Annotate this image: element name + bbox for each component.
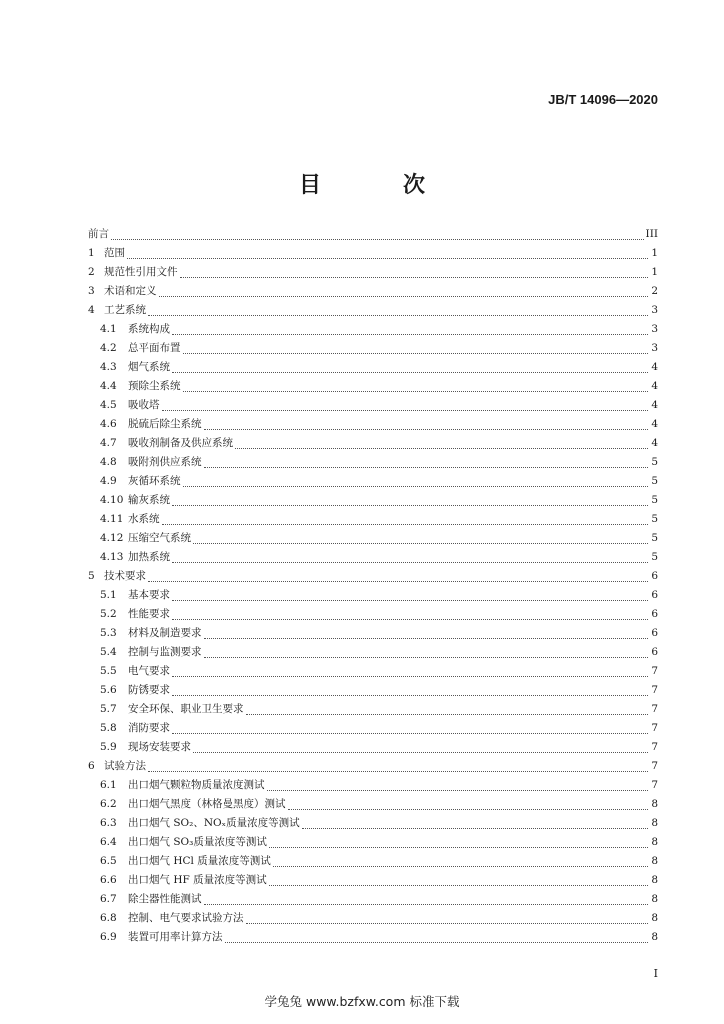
toc-entry-label: 灰循环系统 [128,475,181,487]
toc-leader-dots [180,267,649,278]
toc-entry-label: 范围 [104,247,125,259]
toc-entry-label: 压缩空气系统 [128,532,191,544]
toc-leader-dots [204,894,649,905]
toc-entry-page: 5 [651,551,658,563]
toc-entry-page: 5 [651,456,658,468]
toc-entry[interactable] [88,587,658,606]
toc-entry-number: 4.3 [100,361,117,373]
toc-entry-number: 2 [88,266,95,278]
toc-entry-number: 5.6 [100,684,117,696]
footer-watermark-text: 学兔兔 www.bzfxw.com 标准下载 [264,994,460,1009]
toc-leader-dots [148,571,648,582]
toc-leader-dots [183,476,649,487]
toc-entry-label: 出口烟气 SO₃质量浓度等测试 [128,836,267,848]
toc-leader-dots [172,495,648,506]
toc-entry-page: 8 [651,855,658,867]
toc-entry-label: 出口烟气 HF 质量浓度等测试 [128,874,267,886]
toc-leader-dots [172,666,648,677]
toc-entry[interactable] [88,435,658,454]
toc-entry-label: 试验方法 [104,760,146,772]
toc-entry-label: 规范性引用文件 [104,266,178,278]
toc-entry-page: 7 [651,665,658,677]
toc-entry-number: 6.1 [100,779,117,791]
toc-entry-label: 出口烟气 SO₂、NOₓ质量浓度等测试 [128,817,300,829]
toc-entry-page: 1 [651,247,658,259]
toc-entry-number: 4.10 [100,494,124,506]
toc-entry-page: 7 [651,722,658,734]
toc-leader-dots [162,400,649,411]
page-number: I [653,967,658,980]
toc-entry-number: 6.3 [100,817,117,829]
toc-entry-page: 5 [651,513,658,525]
toc-entry-page: 6 [651,646,658,658]
toc-entry-number: 4.9 [100,475,117,487]
toc-entry[interactable] [88,777,658,796]
toc-leader-dots [302,818,648,829]
toc-entry-number: 5.7 [100,703,117,715]
toc-leader-dots [225,932,649,943]
toc-entry-label: 前言 [88,228,109,240]
toc-entry-number: 5.8 [100,722,117,734]
toc-entry-label: 电气要求 [128,665,170,677]
toc-entry[interactable] [88,758,658,777]
toc-entry-page: 6 [651,608,658,620]
toc-entry-number: 4.5 [100,399,117,411]
toc-entry[interactable] [88,245,658,264]
toc-entry-label: 术语和定义 [104,285,157,297]
toc-entry-number: 4.7 [100,437,117,449]
toc-entry-page: 6 [651,627,658,639]
toc-entry-page: 1 [651,266,658,278]
toc-entry-number: 4.4 [100,380,117,392]
toc-entry-page: 4 [651,361,658,373]
toc-leader-dots [148,305,648,316]
table-of-contents [88,226,658,948]
toc-entry[interactable] [88,511,658,530]
toc-entry-label: 脱硫后除尘系统 [128,418,202,430]
toc-leader-dots [269,875,648,886]
toc-entry-page: 8 [651,912,658,924]
toc-entry-number: 6.9 [100,931,117,943]
toc-leader-dots [172,609,648,620]
toc-leader-dots [235,438,648,449]
toc-entry-page: 3 [651,323,658,335]
toc-entry-label: 水系统 [128,513,160,525]
toc-entry-number: 4.13 [100,551,124,563]
toc-entry-number: 5.9 [100,741,117,753]
toc-leader-dots [267,780,649,791]
page-title: 目 次 [298,173,455,198]
toc-entry-page: 3 [651,342,658,354]
toc-entry[interactable] [88,321,658,340]
toc-entry[interactable] [88,720,658,739]
toc-entry-label: 系统构成 [128,323,170,335]
toc-leader-dots [204,457,649,468]
toc-entry-label: 出口烟气颗粒物质量浓度测试 [128,779,265,791]
toc-entry[interactable] [88,416,658,435]
toc-entry[interactable] [88,454,658,473]
toc-entry[interactable] [88,682,658,701]
toc-entry[interactable] [88,891,658,910]
toc-leader-dots [172,362,648,373]
toc-leader-dots [172,723,648,734]
toc-entry-number: 5 [88,570,95,582]
toc-entry[interactable] [88,606,658,625]
toc-entry[interactable] [88,473,658,492]
toc-entry-page: 7 [651,779,658,791]
toc-leader-dots [172,685,648,696]
toc-entry-label: 吸收塔 [128,399,160,411]
toc-leader-dots [204,419,649,430]
toc-entry-number: 6.2 [100,798,117,810]
toc-entry-label: 吸附剂供应系统 [128,456,202,468]
toc-leader-dots [183,381,649,392]
toc-entry-page: 5 [651,494,658,506]
toc-entry-label: 消防要求 [128,722,170,734]
toc-entry-number: 5.1 [100,589,117,601]
toc-entry-number: 4.12 [100,532,124,544]
toc-entry[interactable] [88,264,658,283]
toc-entry-page: 2 [651,285,658,297]
toc-entry-page: 8 [651,798,658,810]
toc-entry[interactable] [88,530,658,549]
toc-entry-label: 防锈要求 [128,684,170,696]
toc-entry-label: 材料及制造要求 [128,627,202,639]
toc-entry-number: 3 [88,285,95,297]
toc-leader-dots [183,343,649,354]
toc-entry-page: 3 [651,304,658,316]
toc-leader-dots [204,647,649,658]
toc-entry[interactable] [88,910,658,929]
toc-entry-label: 出口烟气 HCl 质量浓度等测试 [128,855,271,867]
toc-entry-number: 6.6 [100,874,117,886]
toc-entry[interactable] [88,796,658,815]
toc-leader-dots [172,324,648,335]
toc-entry-number: 5.2 [100,608,117,620]
toc-entry-label: 安全环保、职业卫生要求 [128,703,244,715]
toc-entry-page: 8 [651,893,658,905]
toc-entry-label: 装置可用率计算方法 [128,931,223,943]
toc-entry-number: 4 [88,304,95,316]
toc-entry-label: 现场安装要求 [128,741,191,753]
toc-entry-page: 4 [651,380,658,392]
toc-entry-number: 6.4 [100,836,117,848]
toc-leader-dots [288,799,649,810]
toc-entry-page: 5 [651,475,658,487]
toc-entry-page: 8 [651,931,658,943]
toc-leader-dots [111,229,644,240]
toc-entry[interactable] [88,853,658,872]
toc-entry-page: 4 [651,399,658,411]
toc-entry-page: III [645,228,658,240]
toc-entry[interactable] [88,701,658,720]
toc-entry-number: 6.8 [100,912,117,924]
toc-entry-page: 5 [651,532,658,544]
document-number: JB/T 14096—2020 [548,92,658,107]
toc-entry-label: 控制、电气要求试验方法 [128,912,244,924]
toc-leader-dots [204,628,649,639]
toc-entry-label: 除尘器性能测试 [128,893,202,905]
toc-entry-label: 出口烟气黑度（林格曼黑度）测试 [128,798,286,810]
toc-leader-dots [273,856,648,867]
toc-entry[interactable] [88,549,658,568]
toc-entry[interactable] [88,625,658,644]
toc-entry[interactable] [88,644,658,663]
toc-entry[interactable] [88,359,658,378]
toc-entry-label: 输灰系统 [128,494,170,506]
toc-entry-label: 基本要求 [128,589,170,601]
toc-entry-label: 加热系统 [128,551,170,563]
toc-entry-label: 性能要求 [128,608,170,620]
toc-leader-dots [172,552,648,563]
toc-entry-page: 6 [651,589,658,601]
toc-entry[interactable] [88,302,658,321]
toc-leader-dots [246,704,649,715]
toc-entry[interactable] [88,663,658,682]
toc-entry[interactable] [88,834,658,853]
toc-entry-page: 7 [651,741,658,753]
toc-entry[interactable] [88,283,658,302]
toc-entry-number: 5.3 [100,627,117,639]
toc-leader-dots [193,742,648,753]
toc-entry[interactable] [88,340,658,359]
toc-entry-page: 8 [651,836,658,848]
toc-entry[interactable] [88,226,658,245]
toc-entry[interactable] [88,397,658,416]
toc-entry-label: 吸收剂制备及供应系统 [128,437,233,449]
toc-leader-dots [162,514,649,525]
toc-entry-page: 8 [651,817,658,829]
toc-entry-page: 7 [651,760,658,772]
toc-entry-page: 7 [651,684,658,696]
toc-entry-number: 4.6 [100,418,117,430]
toc-entry-label: 预除尘系统 [128,380,181,392]
toc-entry-label: 工艺系统 [104,304,146,316]
toc-entry-number: 4.1 [100,323,117,335]
toc-entry-number: 6.5 [100,855,117,867]
toc-entry[interactable] [88,815,658,834]
toc-entry-number: 5.4 [100,646,117,658]
toc-leader-dots [148,761,648,772]
toc-leader-dots [172,590,648,601]
toc-entry-page: 4 [651,418,658,430]
toc-entry-number: 1 [88,247,95,259]
toc-entry[interactable] [88,568,658,587]
toc-entry-label: 总平面布置 [128,342,181,354]
toc-entry-number: 6.7 [100,893,117,905]
toc-entry-label: 技术要求 [104,570,146,582]
toc-leader-dots [246,913,649,924]
toc-entry[interactable] [88,929,658,948]
toc-entry-number: 4.8 [100,456,117,468]
toc-entry-number: 4.2 [100,342,117,354]
toc-entry-label: 控制与监测要求 [128,646,202,658]
toc-entry[interactable] [88,872,658,891]
toc-leader-dots [269,837,648,848]
toc-entry[interactable] [88,492,658,511]
toc-entry-number: 6 [88,760,95,772]
toc-entry-number: 4.11 [100,513,124,525]
toc-entry-number: 5.5 [100,665,117,677]
toc-entry-page: 8 [651,874,658,886]
toc-entry-page: 7 [651,703,658,715]
toc-entry-page: 4 [651,437,658,449]
toc-leader-dots [159,286,649,297]
toc-leader-dots [127,248,648,259]
toc-entry[interactable] [88,378,658,397]
toc-entry[interactable] [88,739,658,758]
toc-entry-page: 6 [651,570,658,582]
toc-leader-dots [193,533,648,544]
toc-entry-label: 烟气系统 [128,361,170,373]
